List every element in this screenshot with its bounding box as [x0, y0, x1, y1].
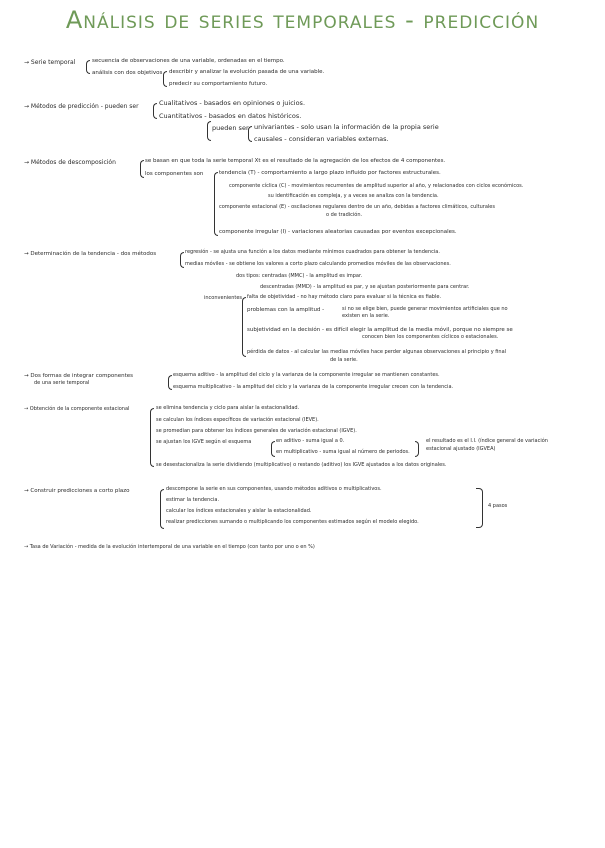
obtencion-resv2: estacional ajustado (IGVEA) [426, 446, 496, 452]
obtencion-elim: se elimina tendencia y ciclo para aislar la estacionalidad. [156, 405, 300, 411]
obtencion-adit: en aditivo - suma igual a 0. [276, 438, 345, 444]
tendencia-inconv-brace [242, 297, 246, 357]
metodos-cuant: Cuantitativos - basados en datos históricos. [159, 112, 302, 120]
tendencia-inc2c: existen en la serie. [342, 313, 390, 319]
tendencia-inc3: subjetividad en la decisión - es difícil elegir la amplitud de la media móvil, porque no siempre se [247, 327, 513, 333]
construir-p1: descompone la serie en sus componentes, usando métodos aditivos o multiplicativos. [166, 486, 382, 492]
descomp-cicl2: su identificación es compleja, y a veces se analiza con la tendencia. [268, 193, 439, 199]
obtencion-deses: se desestacionaliza la serie dividiendo (multiplicativo) o restando (aditivo) los IGVE ajustados a los datos originales. [156, 462, 447, 468]
metodos-pueden: pueden ser [212, 124, 249, 132]
descomp-brace [140, 160, 144, 178]
obtencion-mult: en multiplicativo - suma igual al número de periodos. [276, 449, 410, 455]
construir-pasos: 4 pasos [488, 503, 508, 509]
serie-obj2: predecir su comportamiento futuro. [169, 81, 268, 87]
serie-obj-brace [163, 71, 167, 87]
construir-p3: calcular los índices estacionales y aislar la estacionalidad. [166, 508, 312, 514]
obtencion-calc: se calculan los índices específicos de variación estacional (IEVE). [156, 417, 319, 423]
descomp-est2: o de tradición. [326, 212, 363, 218]
obtencion-ajust: se ajustan los IGVE según el esquema [156, 439, 252, 445]
metodos-cuant-brace [207, 121, 211, 141]
metodos-head: → Métodos de predicción - pueden ser [24, 103, 139, 110]
descomp-est: componente estacional (E) - oscilaciones regulares dentro de un año, debidas a factores climáticos, culturales [219, 204, 495, 210]
descomp-head: → Métodos de descomposición [24, 159, 116, 166]
tendencia-tipos: dos tipos: centradas (MMC) - la amplitud es impar. [236, 273, 363, 279]
tendencia-reg: regresión - se ajusta una función a los datos mediante mínimos cuadrados para obtener la tendencia. [185, 249, 440, 255]
descomp-comp-brace [214, 172, 218, 236]
serie-obj1: describir y analizar la evolución pasada de una variable. [169, 69, 325, 75]
metodos-caus: causales - consideran variables externas. [254, 135, 389, 143]
formas-brace [168, 375, 172, 390]
descomp-comp-label: los componentes son [145, 171, 204, 177]
descomp-base: se basan en que toda la serie temporal Xt es el resultado de la agregación de los efectos de 4 componentes. [145, 158, 446, 164]
tasa-head: → Tasa de Variación - medida de la evolución intertemporal de una variable en el tiempo (con tanto por uno o en %) [24, 544, 315, 550]
construir-p4: realizar predicciones sumando o multiplicando los componentes estimados según el modelo elegido. [166, 519, 419, 525]
metodos-univ: univariantes - solo usan la información de la propia serie [254, 123, 439, 131]
tendencia-inc1: falta de objetividad - no hay método claro para evaluar si la técnica es fiable. [247, 294, 442, 300]
tendencia-inc4: pérdida de datos - al calcular las medias móviles hace perder algunas observaciones al principio y final [247, 349, 507, 355]
obtencion-prom: se promedian para obtener los índices generales de variación estacional (IGVE). [156, 428, 357, 434]
obtencion-brace [150, 408, 154, 467]
metodos-cual: Cualitativos - basados en opiniones o juicios. [159, 99, 306, 107]
tendencia-inc2: problemas con la amplitud - [247, 307, 325, 313]
tendencia-inconv: inconvenientes [204, 295, 243, 301]
construir-brace [160, 489, 164, 529]
obtencion-resv: el resultado es el I.I. (índice general de variación [426, 438, 548, 444]
descomp-cicl: componente cíclica (C) - movimientos recurrentes de amplitud superior al año, y relacionados con ciclos económicos. [229, 183, 524, 189]
tendencia-inc4b: de la serie. [330, 357, 358, 363]
formas-head2: de una serie temporal [34, 380, 90, 386]
tendencia-inc2b: si no se elige bien, puede generar movimientos artificiales que no [342, 306, 508, 312]
serie-brace [86, 60, 90, 74]
construir-p2: estimar la tendencia. [166, 497, 220, 503]
formas-adit: esquema aditivo - la amplitud del ciclo y la varianza de la componente irregular se mantienen constantes. [173, 372, 440, 378]
tendencia-mm: medias móviles - se obtiene los valores a corto plazo calculando promedios móviles de las observaciones. [185, 261, 451, 267]
serie-obj-label: análisis con dos objetivos [92, 70, 163, 76]
serie-def: secuencia de observaciones de una variable, ordenadas en el tiempo. [92, 58, 285, 64]
serie-head: → Serie temporal [24, 59, 76, 66]
tendencia-inc3b: conocen bien los componentes cíclicos o estacionales. [362, 334, 499, 340]
metodos-brace [153, 103, 157, 119]
tendencia-tipos2: descentradas (MMD) - la amplitud es par, y se ajustan posteriormente para centrar. [260, 284, 470, 290]
tendencia-brace [180, 252, 184, 268]
descomp-tend: tendencia (T) - comportamiento a largo plazo influido por factores estructurales. [219, 170, 441, 176]
obtencion-head: → Obtención de la componente estacional [24, 406, 130, 412]
formas-mult: esquema multiplicativo - la amplitud del ciclo y la varianza de la componente irregular crecen con la tendencia. [173, 384, 454, 390]
obtencion-ajust-brace [271, 441, 275, 457]
metodos-pueden-brace [248, 126, 252, 142]
page-title: Análisis de series temporales - predicción [65, 6, 540, 34]
construir-pasos-brace [476, 488, 483, 528]
formas-head: → Dos formas de integrar componentes [24, 373, 134, 379]
obtencion-result-brace [415, 441, 419, 457]
tendencia-head: → Determinación de la tendencia - dos métodos [24, 251, 157, 257]
descomp-irr: componente irregular (I) - variaciones aleatorias causadas por eventos excepcionales. [219, 229, 457, 235]
construir-head: → Construir predicciones a corto plazo [24, 488, 130, 494]
